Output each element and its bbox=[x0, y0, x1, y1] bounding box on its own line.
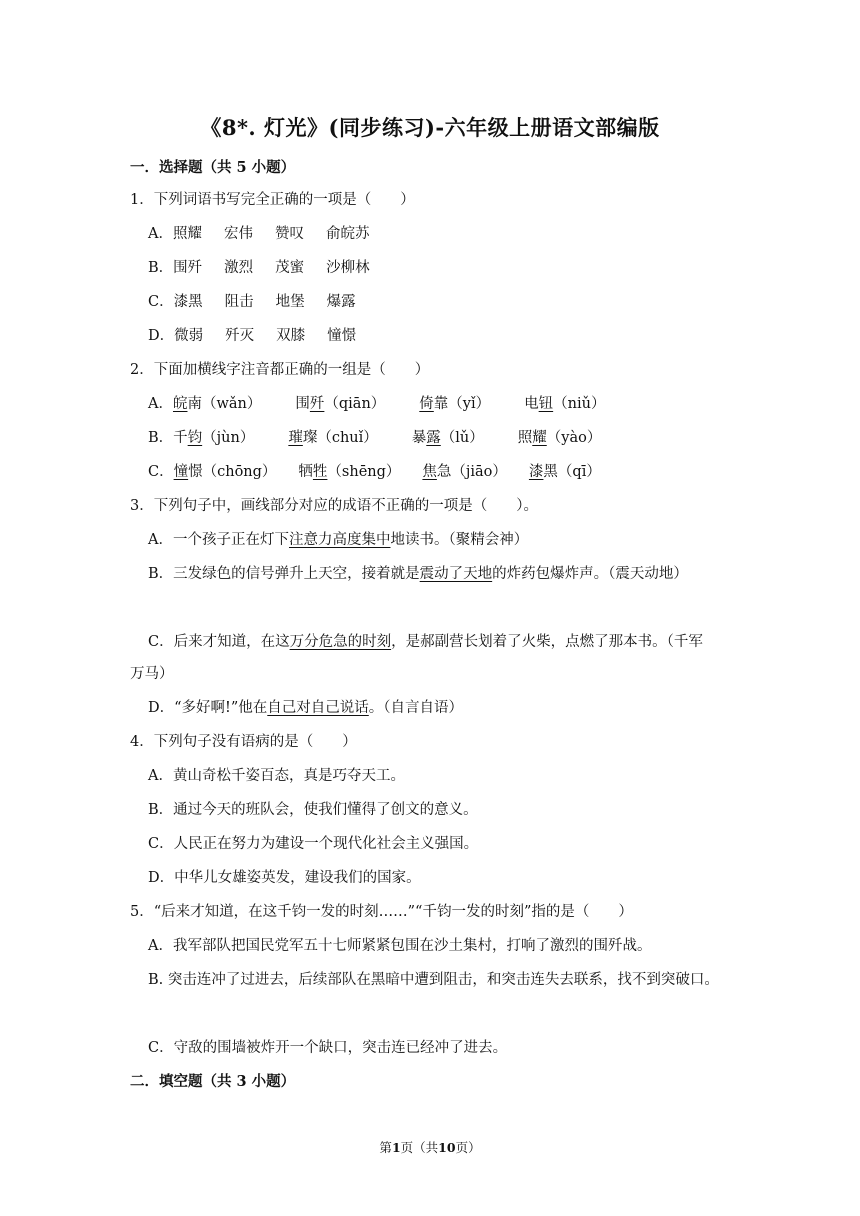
option-text: 沙柳林 bbox=[326, 260, 370, 276]
page-total: 10 bbox=[438, 1140, 456, 1155]
option-text: 激烈 bbox=[224, 260, 254, 276]
question-2-option-c bbox=[148, 462, 601, 482]
plain-text: 围 bbox=[295, 396, 310, 412]
plain-text: 黑（qī） bbox=[543, 464, 601, 480]
question-4-stem: 4．下列句子没有语病的是（ ） bbox=[130, 734, 357, 750]
plain-text: 璨（chuǐ） bbox=[302, 430, 378, 446]
underlined-char: 倚 bbox=[419, 396, 434, 412]
underlined-char: 牲 bbox=[312, 464, 328, 480]
underlined-char: 钧 bbox=[187, 430, 203, 446]
plain-text: 暴 bbox=[411, 430, 427, 446]
footer-text: 页（共 bbox=[400, 1140, 439, 1155]
question-3-stem: 3．下列句子中，画线部分对应的成语不正确的一项是（ ）。 bbox=[130, 498, 538, 514]
option-text: 茂蜜 bbox=[275, 260, 305, 276]
plain-text: （shēng） bbox=[327, 464, 401, 480]
option-text: 阻击 bbox=[224, 294, 254, 310]
plain-text: 憬（chōng） bbox=[188, 464, 277, 480]
question-5-option-c: C．守敌的围墙被炸开一个缺口，突击连已经冲了进去。 bbox=[148, 1040, 508, 1056]
question-3-option-b bbox=[148, 564, 688, 584]
plain-text: ，是郝副营长划着了火柴，点燃了那本书。（千军 bbox=[391, 634, 703, 650]
plain-text: A．一个孩子正在灯下 bbox=[148, 532, 289, 548]
option-text: A．照耀 bbox=[148, 226, 202, 242]
plain-text: 急（jiāo） bbox=[436, 464, 507, 480]
option-text: 歼灭 bbox=[225, 328, 255, 344]
underlined-char: 耀 bbox=[532, 430, 547, 446]
plain-text: （lǔ） bbox=[440, 430, 484, 446]
footer-text: 第 bbox=[379, 1140, 392, 1155]
question-1-option-a bbox=[148, 224, 369, 244]
plain-text: （yào） bbox=[546, 430, 602, 446]
question-4-option-d: D．中华儿女雄姿英发，建设我们的国家。 bbox=[148, 870, 421, 886]
question-4-option-c: C．人民正在努力为建设一个现代化社会主义强国。 bbox=[148, 836, 479, 852]
plain-text: （qiān） bbox=[324, 396, 386, 412]
plain-text: 南（wǎn） bbox=[187, 396, 262, 412]
underlined-phrase: 万分危急的时刻 bbox=[289, 634, 392, 650]
plain-text: D．“多好啊!”他在 bbox=[148, 700, 268, 716]
option-text: 俞皖苏 bbox=[325, 226, 370, 242]
plain-text: （jùn） bbox=[202, 430, 255, 446]
plain-text: 牺 bbox=[298, 464, 313, 480]
page-number: 1 bbox=[391, 1140, 401, 1155]
underlined-phrase: 自己对自己说话 bbox=[267, 700, 369, 716]
section-heading-fill-in: 二．填空题（共 3 小题） bbox=[130, 1073, 296, 1090]
underlined-char: 憧 bbox=[173, 464, 189, 480]
underlined-char: 皖 bbox=[172, 396, 188, 412]
page-footer bbox=[0, 1138, 860, 1156]
plain-text: B．三发绿色的信号弹升上天空，接着就是 bbox=[148, 566, 420, 582]
plain-text: A． bbox=[148, 396, 173, 412]
underlined-phrase: 震动了天地 bbox=[419, 566, 493, 582]
underlined-char: 焦 bbox=[422, 464, 437, 480]
question-3-option-c-continued: 万马） bbox=[130, 666, 174, 682]
plain-text: 。（自言自语） bbox=[368, 700, 464, 716]
plain-text: 靠（yǐ） bbox=[433, 396, 491, 412]
question-3-option-a bbox=[148, 530, 528, 550]
question-1-option-d bbox=[148, 326, 356, 346]
question-5-stem: 5．“后来才知道，在这千钧一发的时刻……”“千钧一发的时刻”指的是（ ） bbox=[130, 904, 633, 920]
option-text: 宏伟 bbox=[223, 226, 253, 242]
plain-text: C． bbox=[148, 464, 174, 480]
plain-text: B．千 bbox=[148, 430, 188, 446]
question-4-option-a: A．黄山奇松千姿百态，真是巧夺天工。 bbox=[148, 768, 405, 784]
plain-text: （niǔ） bbox=[553, 396, 606, 412]
question-5-option-a: A．我军部队把国民党军五十七师紧紧包围在沙土集村，打响了激烈的围歼战。 bbox=[148, 938, 652, 954]
section-heading-choice: 一．选择题（共 5 小题） bbox=[130, 159, 296, 176]
option-text: C．漆黑 bbox=[148, 294, 203, 310]
underlined-char: 露 bbox=[426, 430, 441, 446]
question-3-option-c bbox=[148, 632, 703, 652]
underlined-char: 钮 bbox=[538, 396, 554, 412]
option-text: 赞叹 bbox=[274, 226, 304, 242]
option-text: D．微弱 bbox=[148, 328, 204, 344]
option-text: B．围歼 bbox=[148, 260, 203, 276]
question-4-option-b: B．通过今天的班队会，使我们懂得了创文的意义。 bbox=[148, 802, 478, 818]
plain-text: C．后来才知道，在这 bbox=[148, 634, 290, 650]
question-1-stem: 1．下列词语书写完全正确的一项是（ ） bbox=[130, 192, 415, 208]
question-5-option-b: B. 突击连冲了过进去，后续部队在黑暗中遭到阻击，和突击连失去联系，找不到突破口。 bbox=[148, 972, 719, 988]
question-2-option-b bbox=[148, 428, 601, 448]
underlined-char: 璀 bbox=[288, 430, 303, 446]
page-title: 《8*. 灯光》(同步练习)-六年级上册语文部编版 bbox=[200, 115, 660, 140]
option-text: 爆露 bbox=[326, 294, 356, 310]
underlined-char: 漆 bbox=[528, 464, 544, 480]
option-text: 双膝 bbox=[276, 328, 306, 344]
question-2-option-a bbox=[148, 394, 605, 414]
plain-text: 照 bbox=[517, 430, 533, 446]
option-text: 地堡 bbox=[275, 294, 305, 310]
footer-text: 页） bbox=[455, 1140, 481, 1155]
question-3-option-d bbox=[148, 698, 463, 718]
underlined-char: 歼 bbox=[309, 396, 325, 412]
underlined-phrase: 注意力高度集中 bbox=[288, 532, 391, 548]
question-2-stem: 2．下面加横线字注音都正确的一组是（ ） bbox=[130, 362, 430, 378]
question-1-option-b bbox=[148, 258, 370, 278]
plain-text: 的炸药包爆炸声。（震天动地） bbox=[492, 566, 688, 582]
plain-text: 电 bbox=[524, 396, 539, 412]
plain-text: 地读书。（聚精会神） bbox=[390, 532, 529, 548]
question-1-option-c bbox=[148, 292, 356, 312]
option-text: 憧憬 bbox=[327, 328, 357, 344]
